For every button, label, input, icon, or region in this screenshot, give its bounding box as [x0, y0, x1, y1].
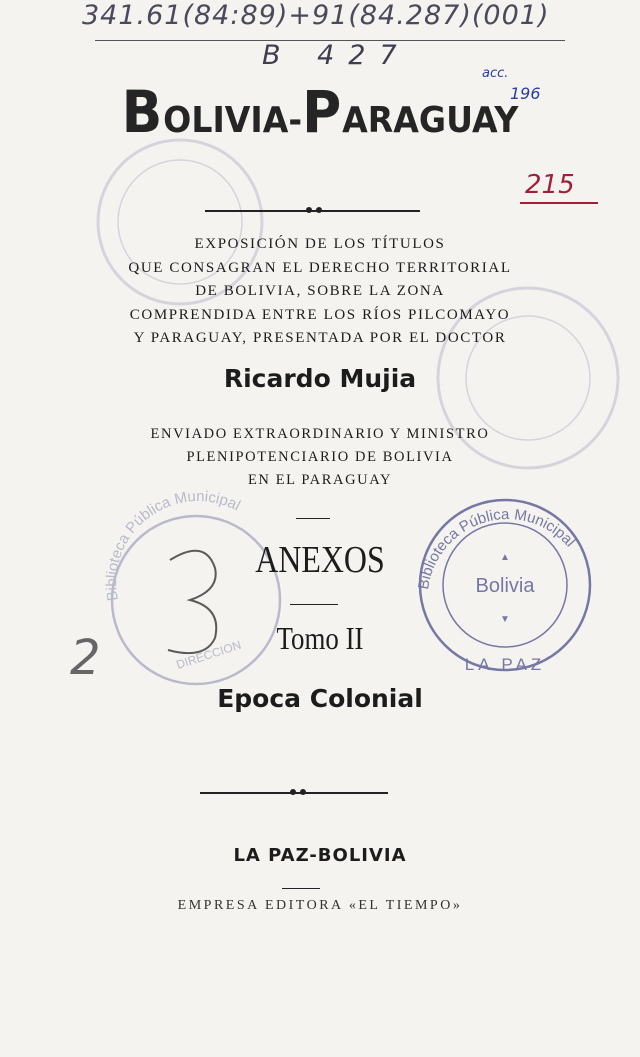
role-line: EN EL PARAGUAY — [247, 472, 393, 488]
title-part-2: ARAGUAY — [342, 100, 519, 141]
classmark-annotation: 341.61(84:89)+91(84.287)(001) — [82, 0, 550, 31]
role-line: PLENIPOTENCIARIO DE BOLIVIA — [186, 449, 454, 465]
red-pencil-number: 215 — [525, 170, 575, 200]
exposition-line: EXPOSICIÓN DE LOS TÍTULOS — [194, 236, 446, 252]
title-ornament-dot — [306, 207, 312, 213]
stamp-right-arc: Biblioteca Pública Municipal — [415, 506, 579, 591]
exposition-line: COMPRENDIDA ENTRE LOS RÍOS PILCOMAYO — [129, 306, 511, 323]
author-role — [0, 423, 640, 492]
title-part-1: OLIVIA- — [163, 100, 303, 141]
book-title — [26, 78, 615, 146]
bottom-ornament-dot — [300, 789, 306, 795]
stamp-star-icon: ▼ — [500, 614, 510, 625]
stamp-right-bottom: LA PAZ — [464, 655, 546, 674]
volume-label: Tomo II — [276, 620, 364, 656]
accession-number: 196 — [510, 84, 541, 103]
stamp-right-center: Bolivia — [475, 575, 535, 597]
period-label: Epoca Colonial — [217, 684, 423, 713]
stamp-left-lower-text: DIRECCION — [174, 637, 243, 672]
imprint-divider — [282, 888, 320, 889]
accession-prefix: acc. — [482, 66, 509, 81]
stamp-star-icon: ▲ — [500, 552, 510, 563]
imprint-place: LA PAZ-BOLIVIA — [233, 845, 407, 866]
red-pencil-underline — [520, 202, 598, 204]
title-initial-b: B — [121, 78, 164, 146]
section-divider — [296, 518, 330, 519]
title-initial-p: P — [302, 78, 343, 146]
bottom-ornament-dot — [290, 789, 296, 795]
exposition-line: Y PARAGUAY, PRESENTADA POR EL DOCTOR — [133, 330, 507, 346]
title-ornament-dot — [316, 207, 322, 213]
exposition-line: QUE CONSAGRAN EL DERECHO TERRITORIAL — [128, 259, 512, 276]
shelfmark-annotation: B 427 — [262, 40, 411, 71]
title-ornament-rule — [205, 210, 420, 212]
exposition-line: DE BOLIVIA, SOBRE LA ZONA — [195, 283, 445, 299]
imprint-publisher: EMPRESA EDITORA «EL TIEMPO» — [177, 898, 463, 913]
stamp-left-arc: Biblioteca Pública Municipal — [103, 488, 244, 603]
exposition-text — [0, 233, 640, 351]
author-name: Ricardo Mujia — [223, 364, 417, 393]
role-line: ENVIADO EXTRAORDINARIO Y MINISTRO — [150, 426, 490, 442]
volume-divider — [290, 604, 338, 605]
pencil-number: 2 — [70, 630, 101, 686]
section-heading: ANEXOS — [255, 539, 385, 581]
